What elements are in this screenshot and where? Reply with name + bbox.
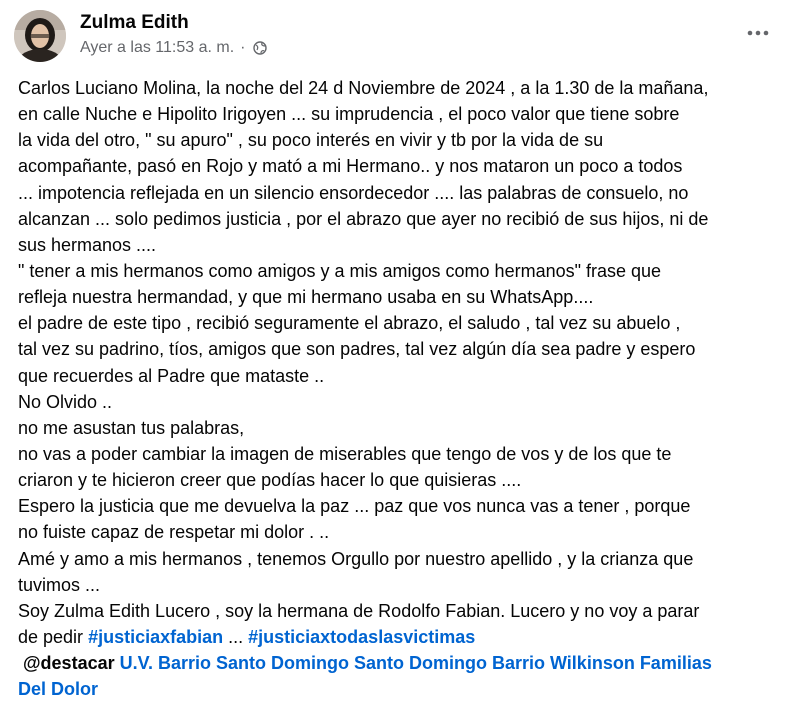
- post-line: tuvimos ...: [18, 574, 101, 595]
- separator: ·: [240, 39, 246, 56]
- mention-line-continued: [18, 676, 778, 702]
- post-line: en calle Nuche e Hipolito Irigoyen ... su imprudencia , el poco valor que tiene sobre: [18, 104, 680, 125]
- post-line: el padre de este tipo , recibió seguramente el abrazo, el saludo , tal vez su abuelo ,: [18, 313, 681, 334]
- hashtag-line-prefix: de pedir: [18, 626, 89, 647]
- hashtag-justiciaxfabian[interactable]: #justiciaxfabian: [88, 626, 224, 647]
- post-line: tal vez su padrino, tíos, amigos que son padres, tal vez algún día sea padre y espero: [18, 339, 696, 360]
- avatar[interactable]: [14, 10, 66, 62]
- post-line: Soy Zulma Edith Lucero , soy la hermana de Rodolfo Fabian. Lucero y no voy a parar: [18, 600, 700, 621]
- post-line: ... impotencia reflejada en un silencio ensordecedor .... las palabras de consuelo, no: [18, 182, 689, 203]
- post-line: no fuiste capaz de respetar mi dolor . ..: [18, 522, 330, 543]
- post-line: Carlos Luciano Molina, la noche del 24 d Noviembre de 2024 , a la 1.30 de la mañana,: [18, 78, 709, 98]
- post-line: acompañante, pasó en Rojo y mató a mi Hermano.. y nos mataron un poco a todos: [18, 156, 683, 177]
- post-line: criaron y te hicieron creer que podías hacer lo que quisieras ....: [18, 470, 522, 491]
- mention-line: [18, 650, 778, 676]
- post-line: que recuerdes al Padre que mataste ..: [18, 365, 325, 386]
- hashtag-justiciaxtodaslasvictimas[interactable]: #justiciaxtodaslasvictimas: [248, 626, 476, 647]
- post-line: no vas a poder cambiar la imagen de miserables que tengo de vos y de los que te: [18, 443, 672, 464]
- post-line: sus hermanos ....: [18, 234, 157, 255]
- more-options-icon[interactable]: [740, 19, 776, 47]
- post-body: [18, 75, 778, 702]
- hashtag-separator: ...: [223, 626, 249, 647]
- mention-destacar: @destacar: [18, 653, 120, 674]
- hashtag-line: [18, 624, 778, 650]
- post-line: alcanzan ... solo pedimos justicia , por el abrazo que ayer no recibió de sus hijos, ni de: [18, 208, 709, 229]
- mention-link-del-dolor[interactable]: Del Dolor: [18, 679, 99, 700]
- mention-links[interactable]: U.V. Barrio Santo Domingo Santo Domingo Barrio Wilkinson Familias: [119, 653, 712, 674]
- post-line: no me asustan tus palabras,: [18, 417, 245, 438]
- post-line: No Olvido ..: [18, 391, 113, 412]
- post-header: [14, 9, 776, 61]
- author-name[interactable]: Zulma Edith: [80, 12, 189, 33]
- timestamp[interactable]: Ayer a las 11:53 a. m.: [80, 39, 235, 56]
- post-line: Espero la justicia que me devuelva la paz ... paz que vos nunca vas a tener , porque: [18, 496, 691, 517]
- post-line: Amé y amo a mis hermanos , tenemos Orgullo por nuestro apellido , y la crianza que: [18, 548, 694, 569]
- post-line: la vida del otro, " su apuro" , su poco interés en vivir y tb por la vida de su: [18, 130, 604, 151]
- post-line: " tener a mis hermanos como amigos y a mis amigos como hermanos" frase que: [18, 260, 662, 281]
- globe-icon: [253, 41, 267, 55]
- post-meta: [80, 39, 267, 57]
- post-line: refleja nuestra hermandad, y que mi hermano usaba en su WhatsApp....: [18, 287, 594, 308]
